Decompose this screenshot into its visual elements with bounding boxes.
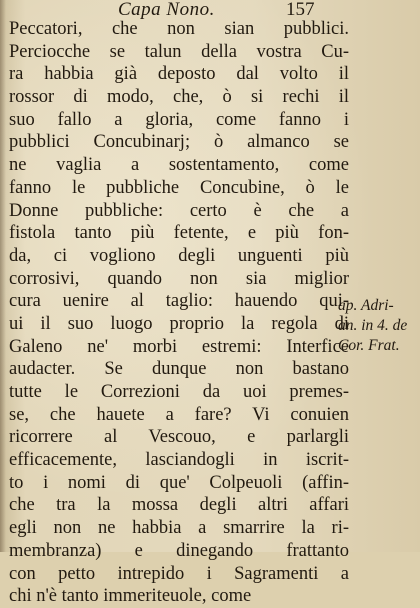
text-line: audacter. Se dunque non bastano: [9, 359, 349, 380]
text-line: tutte le Correzioni da uoi premes-: [9, 382, 349, 402]
text-line: Perciocche se talun della vostra Cu-: [9, 41, 349, 62]
body-text: [9, 18, 349, 608]
text-line: fanno le pubbliche Concubine, ò le: [9, 177, 349, 198]
text-line: suo fallo a gloria, come fanno i: [9, 109, 349, 130]
text-line: fistola tanto più fetente, e più fon-: [9, 223, 349, 244]
gutter-shadow: [0, 0, 6, 552]
text-line: membranza) e dinegando frattanto: [9, 540, 349, 561]
text-line: egli non ne habbia a smarrire la ri-: [9, 518, 349, 539]
text-line: corrosivi, quando non sia miglior: [9, 268, 349, 289]
page-number: 157: [286, 0, 315, 20]
text-line: chi n'è tanto immeriteuole, come: [9, 586, 252, 607]
text-line: ne vaglia a sostentamento, come: [9, 155, 349, 176]
margin-note: [338, 296, 420, 356]
running-head: [0, 0, 420, 20]
text-line: cura uenire al taglio: hauendo qui-: [9, 291, 349, 312]
margin-note-line: ap. Adri-: [338, 297, 394, 314]
text-line: ricorrere al Vescouo, e parlargli: [9, 427, 349, 448]
text-line: se, che hauete a fare? Vi conuien: [9, 404, 349, 425]
text-line: ra habbia già deposto dal volto il: [9, 64, 349, 85]
text-line: con petto intrepido i Sagramenti a: [9, 563, 349, 584]
text-line: pubblici Concubinarj; ò almanco se: [9, 132, 349, 153]
margin-note-line: an. in 4. de: [338, 317, 408, 334]
text-line: Galeno ne' morbi estremi: Interfice: [9, 336, 349, 357]
margin-note-line: Cor. Frat.: [338, 337, 400, 354]
text-line: Peccatori, che non sian pubblici.: [9, 19, 349, 39]
text-line: Donne pubbliche: certo è che a: [9, 200, 349, 221]
text-line: rossor di modo, che, ò si rechi il: [9, 87, 349, 108]
text-line: efficacemente, lasciandogli in iscrit-: [9, 450, 349, 471]
text-line: che tra la mossa degli altri affari: [9, 495, 349, 516]
text-line: da, ci vogliono degli unguenti più: [9, 245, 349, 266]
text-line: to i nomi di que' Colpeuoli (affin-: [9, 472, 349, 493]
text-line: ui il suo luogo proprio la regola di: [9, 313, 349, 334]
running-head-title: Capa Nono.: [118, 0, 215, 20]
